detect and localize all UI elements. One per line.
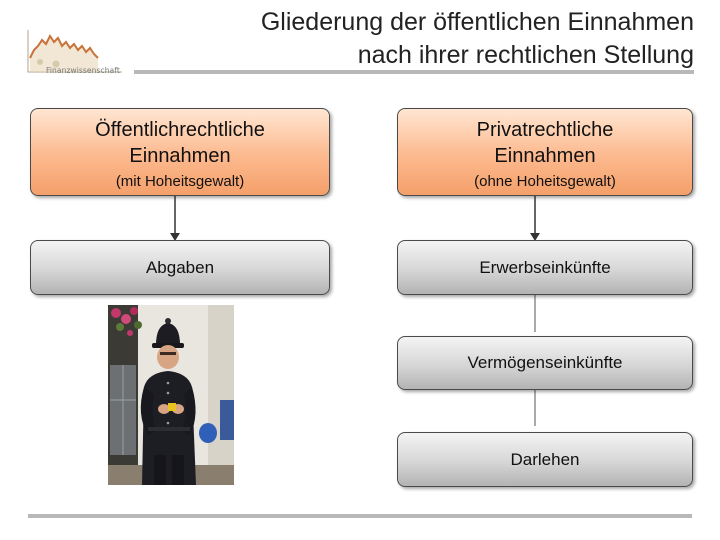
abgaben-box (30, 240, 330, 295)
darlehen-label: Darlehen (510, 449, 580, 469)
bottom-divider (28, 514, 692, 518)
public-law-subtitle: (mit Hoheitsgewalt) (115, 173, 245, 190)
policeman-photo (108, 305, 234, 485)
abgaben-label: Abgaben (145, 257, 215, 277)
erwerbseinkuenfte-box (397, 240, 693, 295)
public-law-title-line-1: Öffentlichrechtliche (95, 119, 265, 141)
erwerbseinkuenfte-label: Erwerbseinkünfte (479, 257, 611, 277)
private-law-title-line-1: Privatrechtliche (476, 119, 614, 141)
vermoegenseinkuenfte-label: Vermögenseinkünfte (467, 353, 623, 372)
vermoegenseinkuenfte-box (397, 336, 693, 390)
darlehen-box (397, 432, 693, 487)
title-line-1: Gliederung der öffentlichen Einnahmen (260, 8, 694, 36)
public-law-title-line-2: Einnahmen (129, 145, 231, 167)
private-law-title-line-2: Einnahmen (494, 145, 596, 167)
logo-text: Finanzwissenschaft (46, 66, 120, 75)
title-line-2: nach ihrer rechtlichen Stellung (357, 41, 694, 69)
private-law-subtitle: (ohne Hoheitsgewalt) (474, 173, 616, 190)
